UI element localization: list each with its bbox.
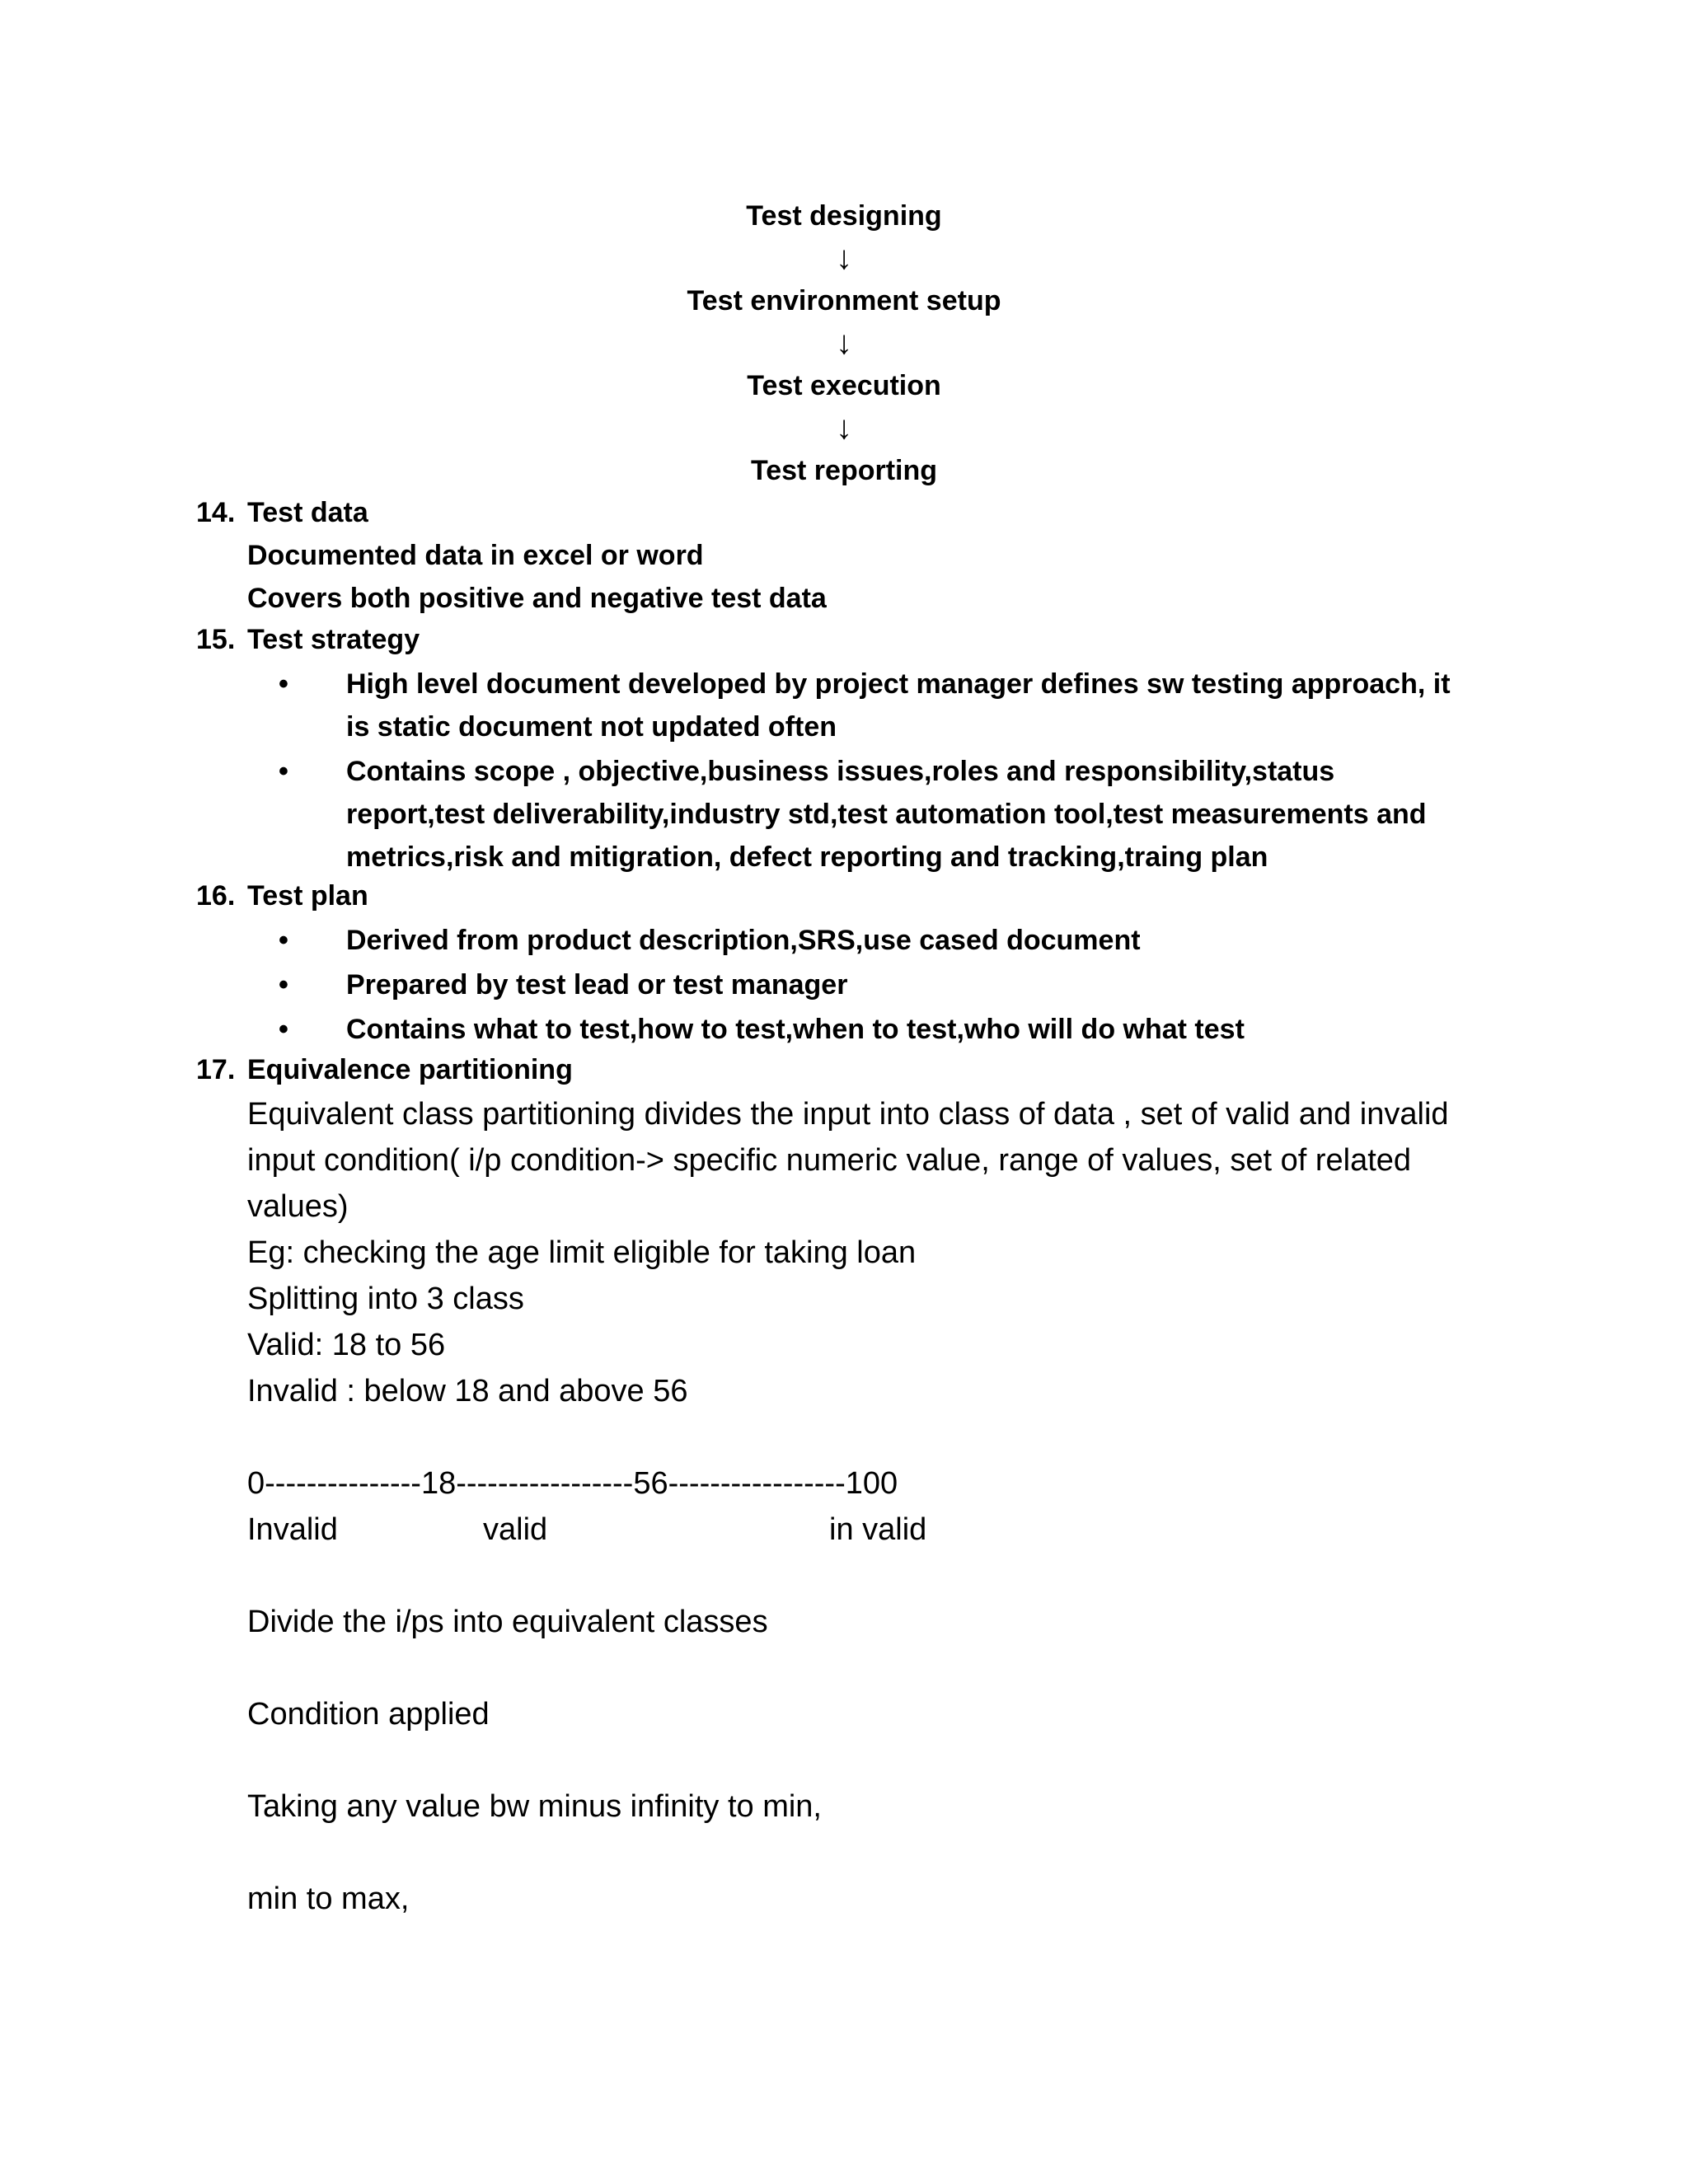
invalid-line: Invalid : below 18 and above 56	[247, 1374, 688, 1408]
intro-paragraph: Equivalent class partitioning divides the input into class of data , set of valid and invalid input condition( i/p condition-> specific numeric value, range of values, set of related values)	[247, 1097, 1449, 1224]
flow-step-test-reporting: Test reporting	[750, 455, 938, 486]
section-title: Equivalence partitioning	[247, 1054, 573, 1085]
flow-step-test-execution: Test execution	[747, 370, 941, 401]
list-item	[0, 663, 1688, 748]
text-line: Documented data in excel or word	[247, 540, 704, 571]
section-title: Test data	[247, 497, 368, 528]
list-item-text: Contains scope , objective,business issues,roles and responsibility,status report,test deliverability,industry std,test automation tool,test measurements and metrics,risk and mitigration, defect reporting and tracking,traing plan	[346, 756, 1427, 873]
list-item	[0, 1008, 1688, 1051]
scale-label-invalid-high: in valid	[829, 1512, 927, 1547]
list-item	[0, 750, 1688, 879]
section-number: 14.	[196, 497, 236, 528]
flow-step-environment-setup: Test environment setup	[687, 285, 1001, 316]
bullet-list	[0, 663, 1688, 879]
down-arrow-icon: ↓	[836, 410, 852, 446]
scale-label-valid: valid	[483, 1512, 548, 1547]
section-test-plan	[0, 874, 1688, 1051]
section-equivalence-partitioning	[0, 1048, 1688, 1922]
example-line: Eg: checking the age limit eligible for taking loan	[247, 1235, 917, 1270]
list-item-text: Prepared by test lead or test manager	[346, 969, 848, 1001]
down-arrow-icon: ↓	[836, 240, 852, 276]
list-item-text: High level document developed by project manager defines sw testing approach, it is static document not updated often	[346, 668, 1451, 743]
section-title: Test plan	[247, 880, 368, 912]
list-item-text: Contains what to test,how to test,when to test,who will do what test	[346, 1014, 1245, 1045]
list-item	[0, 919, 1688, 962]
section-heading	[0, 874, 1688, 917]
section-test-data	[0, 491, 1688, 620]
section-heading	[0, 618, 1688, 661]
section-heading	[0, 1048, 1688, 1091]
scale-label-invalid-low: Invalid	[247, 1512, 338, 1547]
section-number: 17.	[196, 1054, 236, 1085]
bullet-icon: •	[279, 969, 288, 1001]
text-line: Covers both positive and negative test data	[247, 583, 827, 614]
section-number: 16.	[196, 880, 236, 912]
bullet-icon: •	[279, 925, 288, 956]
range-scale-labels	[0, 1507, 1688, 1553]
bullet-list	[0, 919, 1688, 1051]
section-title: Test strategy	[247, 624, 420, 655]
bullet-icon: •	[279, 1014, 288, 1045]
section-heading	[0, 491, 1688, 534]
split-line: Splitting into 3 class	[247, 1282, 524, 1316]
test-process-flow	[0, 194, 1688, 492]
list-item	[0, 963, 1688, 1006]
min-max-line: min to max,	[247, 1882, 410, 1916]
down-arrow-icon: ↓	[836, 325, 852, 361]
section-test-strategy	[0, 618, 1688, 879]
flow-step-test-designing: Test designing	[746, 200, 942, 232]
condition-line: Condition applied	[247, 1697, 490, 1732]
valid-line: Valid: 18 to 56	[247, 1328, 446, 1362]
bullet-icon: •	[279, 756, 288, 787]
taking-line: Taking any value bw minus infinity to min,	[247, 1789, 822, 1824]
list-item-text: Derived from product description,SRS,use cased document	[346, 925, 1141, 956]
range-scale: 0---------------18-----------------56-----------------100	[247, 1466, 898, 1501]
section-number: 15.	[196, 624, 236, 655]
divide-line: Divide the i/ps into equivalent classes	[247, 1605, 768, 1639]
bullet-icon: •	[279, 668, 288, 700]
